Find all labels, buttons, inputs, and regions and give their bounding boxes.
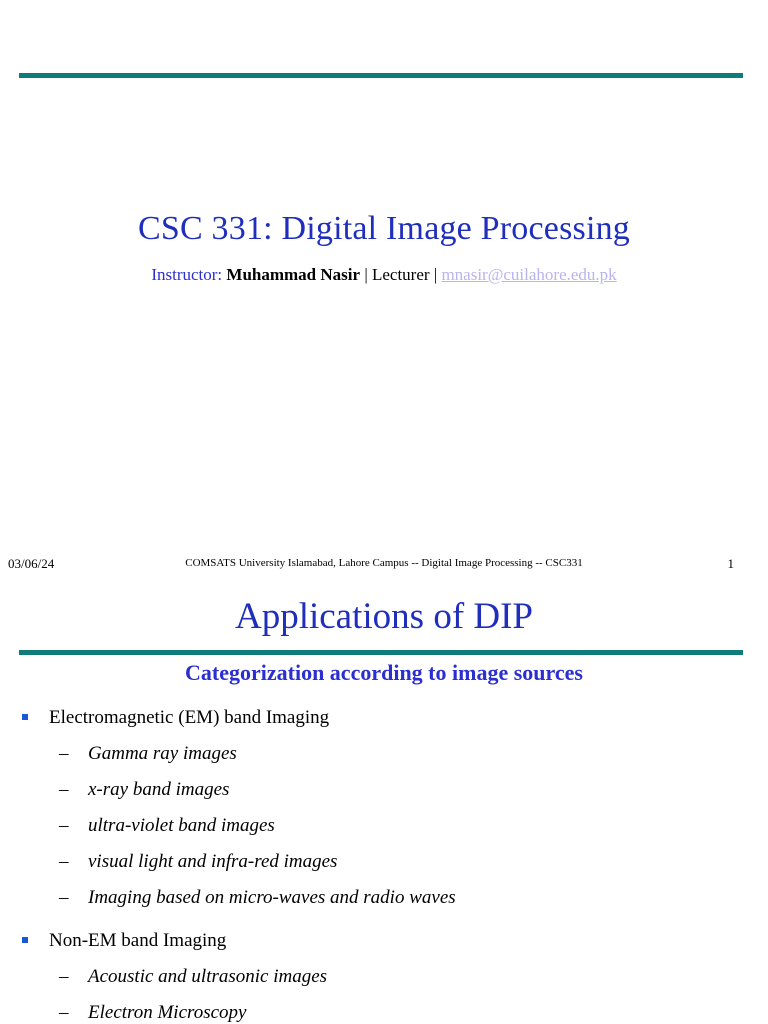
instructor-email-link[interactable]: mnasir@cuilahore.edu.pk: [441, 265, 617, 284]
sub-list-item-label: Electron Microscopy: [88, 1002, 247, 1023]
slide-2: [0, 585, 768, 1024]
list-item: [49, 930, 226, 952]
sub-list-item: [59, 779, 230, 801]
list-item-label: Electromagnetic (EM) band Imaging: [49, 707, 330, 728]
sub-list-item-label: x-ray band images: [88, 779, 230, 800]
list-item: [49, 707, 329, 729]
instructor-name: Muhammad Nasir: [226, 265, 361, 284]
page-number: 1: [727, 556, 734, 571]
title-divider: [19, 650, 743, 655]
dash-bullet-icon: –: [59, 887, 69, 908]
dash-bullet-icon: –: [59, 966, 69, 987]
sub-list-item: [59, 887, 456, 909]
sub-list-item-label: Imaging based on micro-waves and radio waves: [88, 887, 456, 908]
list-item-label: Non-EM band Imaging: [49, 930, 227, 951]
instructor-label: Instructor:: [151, 265, 227, 284]
sub-list-item: [59, 851, 338, 873]
dash-bullet-icon: –: [59, 779, 69, 800]
sub-list-item-label: Gamma ray images: [88, 743, 237, 764]
dash-bullet-icon: –: [59, 1002, 69, 1023]
square-bullet-icon: [22, 714, 28, 720]
sub-list-item: [59, 743, 237, 765]
footer-date: 03/06/24: [8, 556, 55, 571]
sub-list-item-label: visual light and infra-red images: [88, 851, 338, 872]
top-divider: [19, 73, 743, 78]
dash-bullet-icon: –: [59, 815, 69, 836]
separator: |: [429, 265, 442, 284]
slide-title: Applications of DIP: [234, 596, 534, 637]
dash-bullet-icon: –: [59, 851, 69, 872]
dash-bullet-icon: –: [59, 743, 69, 764]
course-title: CSC 331: Digital Image Processing: [137, 210, 630, 247]
instructor-line: [0, 265, 768, 285]
footer-text: COMSATS University Islamabad, Lahore Campus -- Digital Image Processing -- CSC331: [185, 557, 583, 569]
sub-list-item-label: ultra-violet band images: [88, 815, 275, 836]
sub-list-item: [59, 1002, 247, 1024]
sub-list-item: [59, 815, 275, 837]
instructor-role: Lecturer: [371, 265, 430, 284]
sub-list-item-label: Acoustic and ultrasonic images: [88, 966, 328, 987]
square-bullet-icon: [22, 937, 28, 943]
separator: |: [360, 265, 372, 284]
slide-subtitle: Categorization according to image sources: [185, 660, 583, 685]
sub-list-item: [59, 966, 328, 988]
